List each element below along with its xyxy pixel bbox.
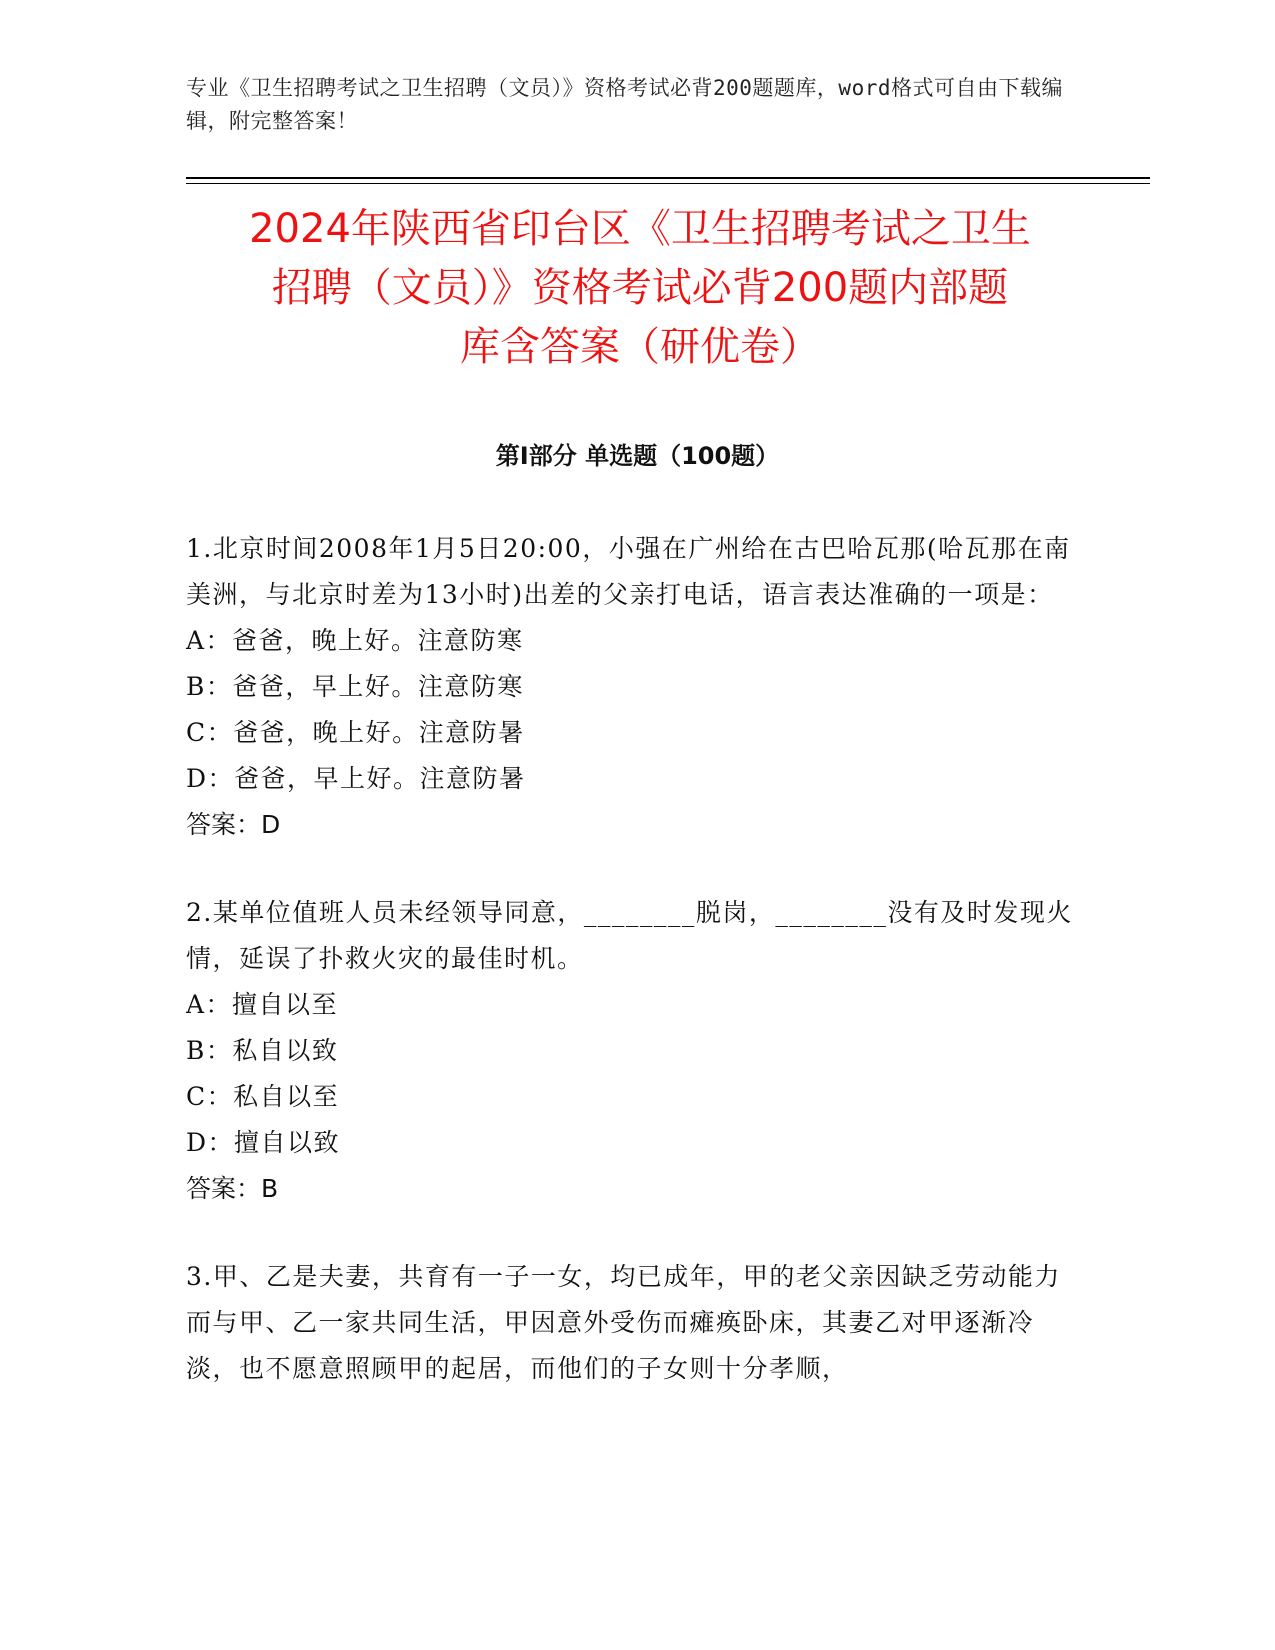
question-item xyxy=(186,1254,1086,1392)
header-note: 专业《卫生招聘考试之卫生招聘（文员）》资格考试必背200题题库，word格式可自由下载编辑，附完整答案！ xyxy=(186,76,1063,133)
question-answer: 答案：D xyxy=(186,810,281,839)
question-option: D：爸爸，早上好。注意防暑 xyxy=(186,764,526,793)
question-option: D：擅自以致 xyxy=(186,1128,341,1157)
question-option: A：擅自以至 xyxy=(186,990,339,1019)
question-option: C：爸爸，晚上好。注意防暑 xyxy=(186,718,525,747)
question-option: B：私自以致 xyxy=(186,1036,339,1065)
question-item xyxy=(186,890,1086,1212)
question-item xyxy=(186,526,1086,848)
header-divider-thin xyxy=(186,183,1150,184)
question-option: B：爸爸，早上好。注意防寒 xyxy=(186,672,524,701)
question-answer: 答案：B xyxy=(186,1174,279,1203)
header-divider-thick xyxy=(186,177,1150,179)
question-stem: 1.北京时间2008年1月5日20:00，小强在广州给在古巴哈瓦那(哈瓦那在南美洲，与北京时差为13小时)出差的父亲打电话，语言表达准确的一项是： xyxy=(186,534,1071,609)
document-title-line: 招聘（文员）》资格考试必背200题内部题 xyxy=(271,265,1009,311)
document-title-line: 2024年陕西省印台区《卫生招聘考试之卫生 xyxy=(249,206,1031,252)
section-title: 第Ⅰ部分 单选题（100题） xyxy=(495,442,780,470)
question-stem: 2.某单位值班人员未经领导同意，________脱岗，________没有及时发现火情，延误了扑救火灾的最佳时机。 xyxy=(186,898,1073,973)
question-list xyxy=(186,526,1086,1434)
document-title-line: 库含答案（研优卷） xyxy=(460,324,820,370)
question-option: A：爸爸，晚上好。注意防寒 xyxy=(186,626,524,655)
question-stem: 3.甲、乙是夫妻，共育有一子一女，均已成年，甲的老父亲因缺乏劳动能力而与甲、乙一家共同生活，甲因意外受伤而瘫痪卧床，其妻乙对甲逐渐冷淡，也不愿意照顾甲的起居，而他们的子女则十分孝顺， xyxy=(186,1262,1061,1383)
question-option: C：私自以至 xyxy=(186,1082,340,1111)
document-title xyxy=(160,200,1120,377)
